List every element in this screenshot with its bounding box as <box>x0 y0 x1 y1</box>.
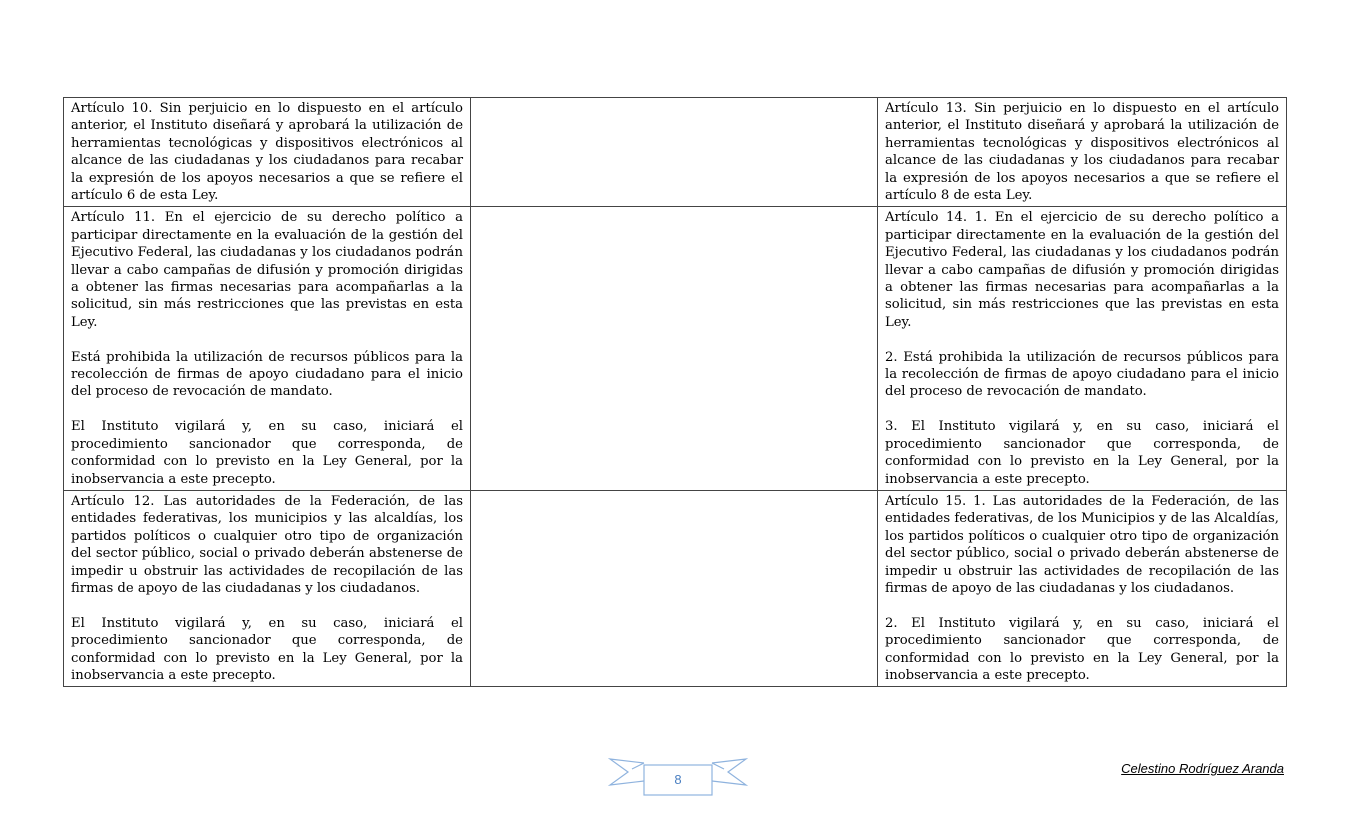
paragraph: Artículo 12. Las autoridades de la Federación, de las entidades federativas, los municipios y las alcaldías, los partidos políticos o cualquier otro tipo de organización del sector público, social o privado deberán abstenerse de impedir u obstruir las actividades de recopilación de las firmas de apoyo de las ciudadanas y los ciudadanos. <box>71 493 463 596</box>
paragraph: El Instituto vigilará y, en su caso, iniciará el procedimiento sancionador que corresponda, de conformidad con lo previsto en la Ley General, por la inobservancia a este precepto. <box>71 419 463 487</box>
cell-right <box>878 98 1287 207</box>
paragraph: El Instituto vigilará y, en su caso, iniciará el procedimiento sancionador que corresponda, de conformidad con lo previsto en la Ley General, por la inobservancia a este precepto. <box>71 615 463 683</box>
paragraph: 2. Está prohibida la utilización de recursos públicos para la recolección de firmas de apoyo ciudadano para el inicio del proceso de revocación de mandato. <box>885 349 1279 400</box>
paragraph: 2. El Instituto vigilará y, en su caso, iniciará el procedimiento sancionador que corresponda, de conformidad con lo previsto en la Ley General, por la inobservancia a este precepto. <box>885 615 1279 683</box>
cell-right <box>878 207 1287 490</box>
paragraph: Artículo 11. En el ejercicio de su derecho político a participar directamente en la evaluación de la gestión del Ejecutivo Federal, las ciudadanas y los ciudadanos podrán llevar a cabo campañas de difusión y promoción dirigidas a obtener las firmas necesarias para acompañarlas a la solicitud, sin más restricciones que las previstas en esta Ley. <box>71 210 463 330</box>
cell-middle <box>471 490 878 686</box>
comparison-table <box>63 97 1287 687</box>
table-row <box>64 490 1287 686</box>
author-name: Celestino Rodríguez Aranda <box>1121 761 1284 776</box>
cell-left <box>64 490 471 686</box>
cell-middle <box>471 98 878 207</box>
paragraph: Artículo 10. Sin perjuicio en lo dispuesto en el artículo anterior, el Instituto diseñará y aprobará la utilización de herramientas tecnológicas y dispositivos electrónicos al alcance de las ciudadanas y los ciudadanos para recabar la expresión de los apoyos necesarios a que se refiere el artículo 6 de esta Ley. <box>71 101 463 204</box>
paragraph: Artículo 15. 1. Las autoridades de la Federación, de las entidades federativas, de los Municipios y de las Alcaldías, los partidos políticos o cualquier otro tipo de organización del sector público, social o privado deberán abstenerse de impedir u obstruir las actividades de recopilación de las firmas de apoyo de las ciudadanas y los ciudadanos. <box>885 493 1279 596</box>
table-row <box>64 98 1287 207</box>
cell-right <box>878 490 1287 686</box>
paragraph: Está prohibida la utilización de recursos públicos para la recolección de firmas de apoyo ciudadano para el inicio del proceso de revocación de mandato. <box>71 349 463 400</box>
page-number: 8 <box>674 772 682 787</box>
paragraph: 3. El Instituto vigilará y, en su caso, iniciará el procedimiento sancionador que corresponda, de conformidad con lo previsto en la Ley General, por la inobservancia a este precepto. <box>885 419 1279 487</box>
cell-left <box>64 207 471 490</box>
cell-left <box>64 98 471 207</box>
table-row <box>64 207 1287 490</box>
paragraph: Artículo 13. Sin perjuicio en lo dispuesto en el artículo anterior, el Instituto diseñará y aprobará la utilización de herramientas tecnológicas y dispositivos electrónicos al alcance de las ciudadanas y los ciudadanos para recabar la expresión de los apoyos necesarios a que se refiere el artículo 8 de esta Ley. <box>885 101 1279 204</box>
cell-middle <box>471 207 878 490</box>
paragraph: Artículo 14. 1. En el ejercicio de su derecho político a participar directamente en la evaluación de la gestión del Ejecutivo Federal, las ciudadanas y los ciudadanos podrán llevar a cabo campañas de difusión y promoción dirigidas a obtener las firmas necesarias para acompañarlas a la solicitud, sin más restricciones que las previstas en esta Ley. <box>885 210 1279 330</box>
page-number-badge <box>608 755 748 797</box>
